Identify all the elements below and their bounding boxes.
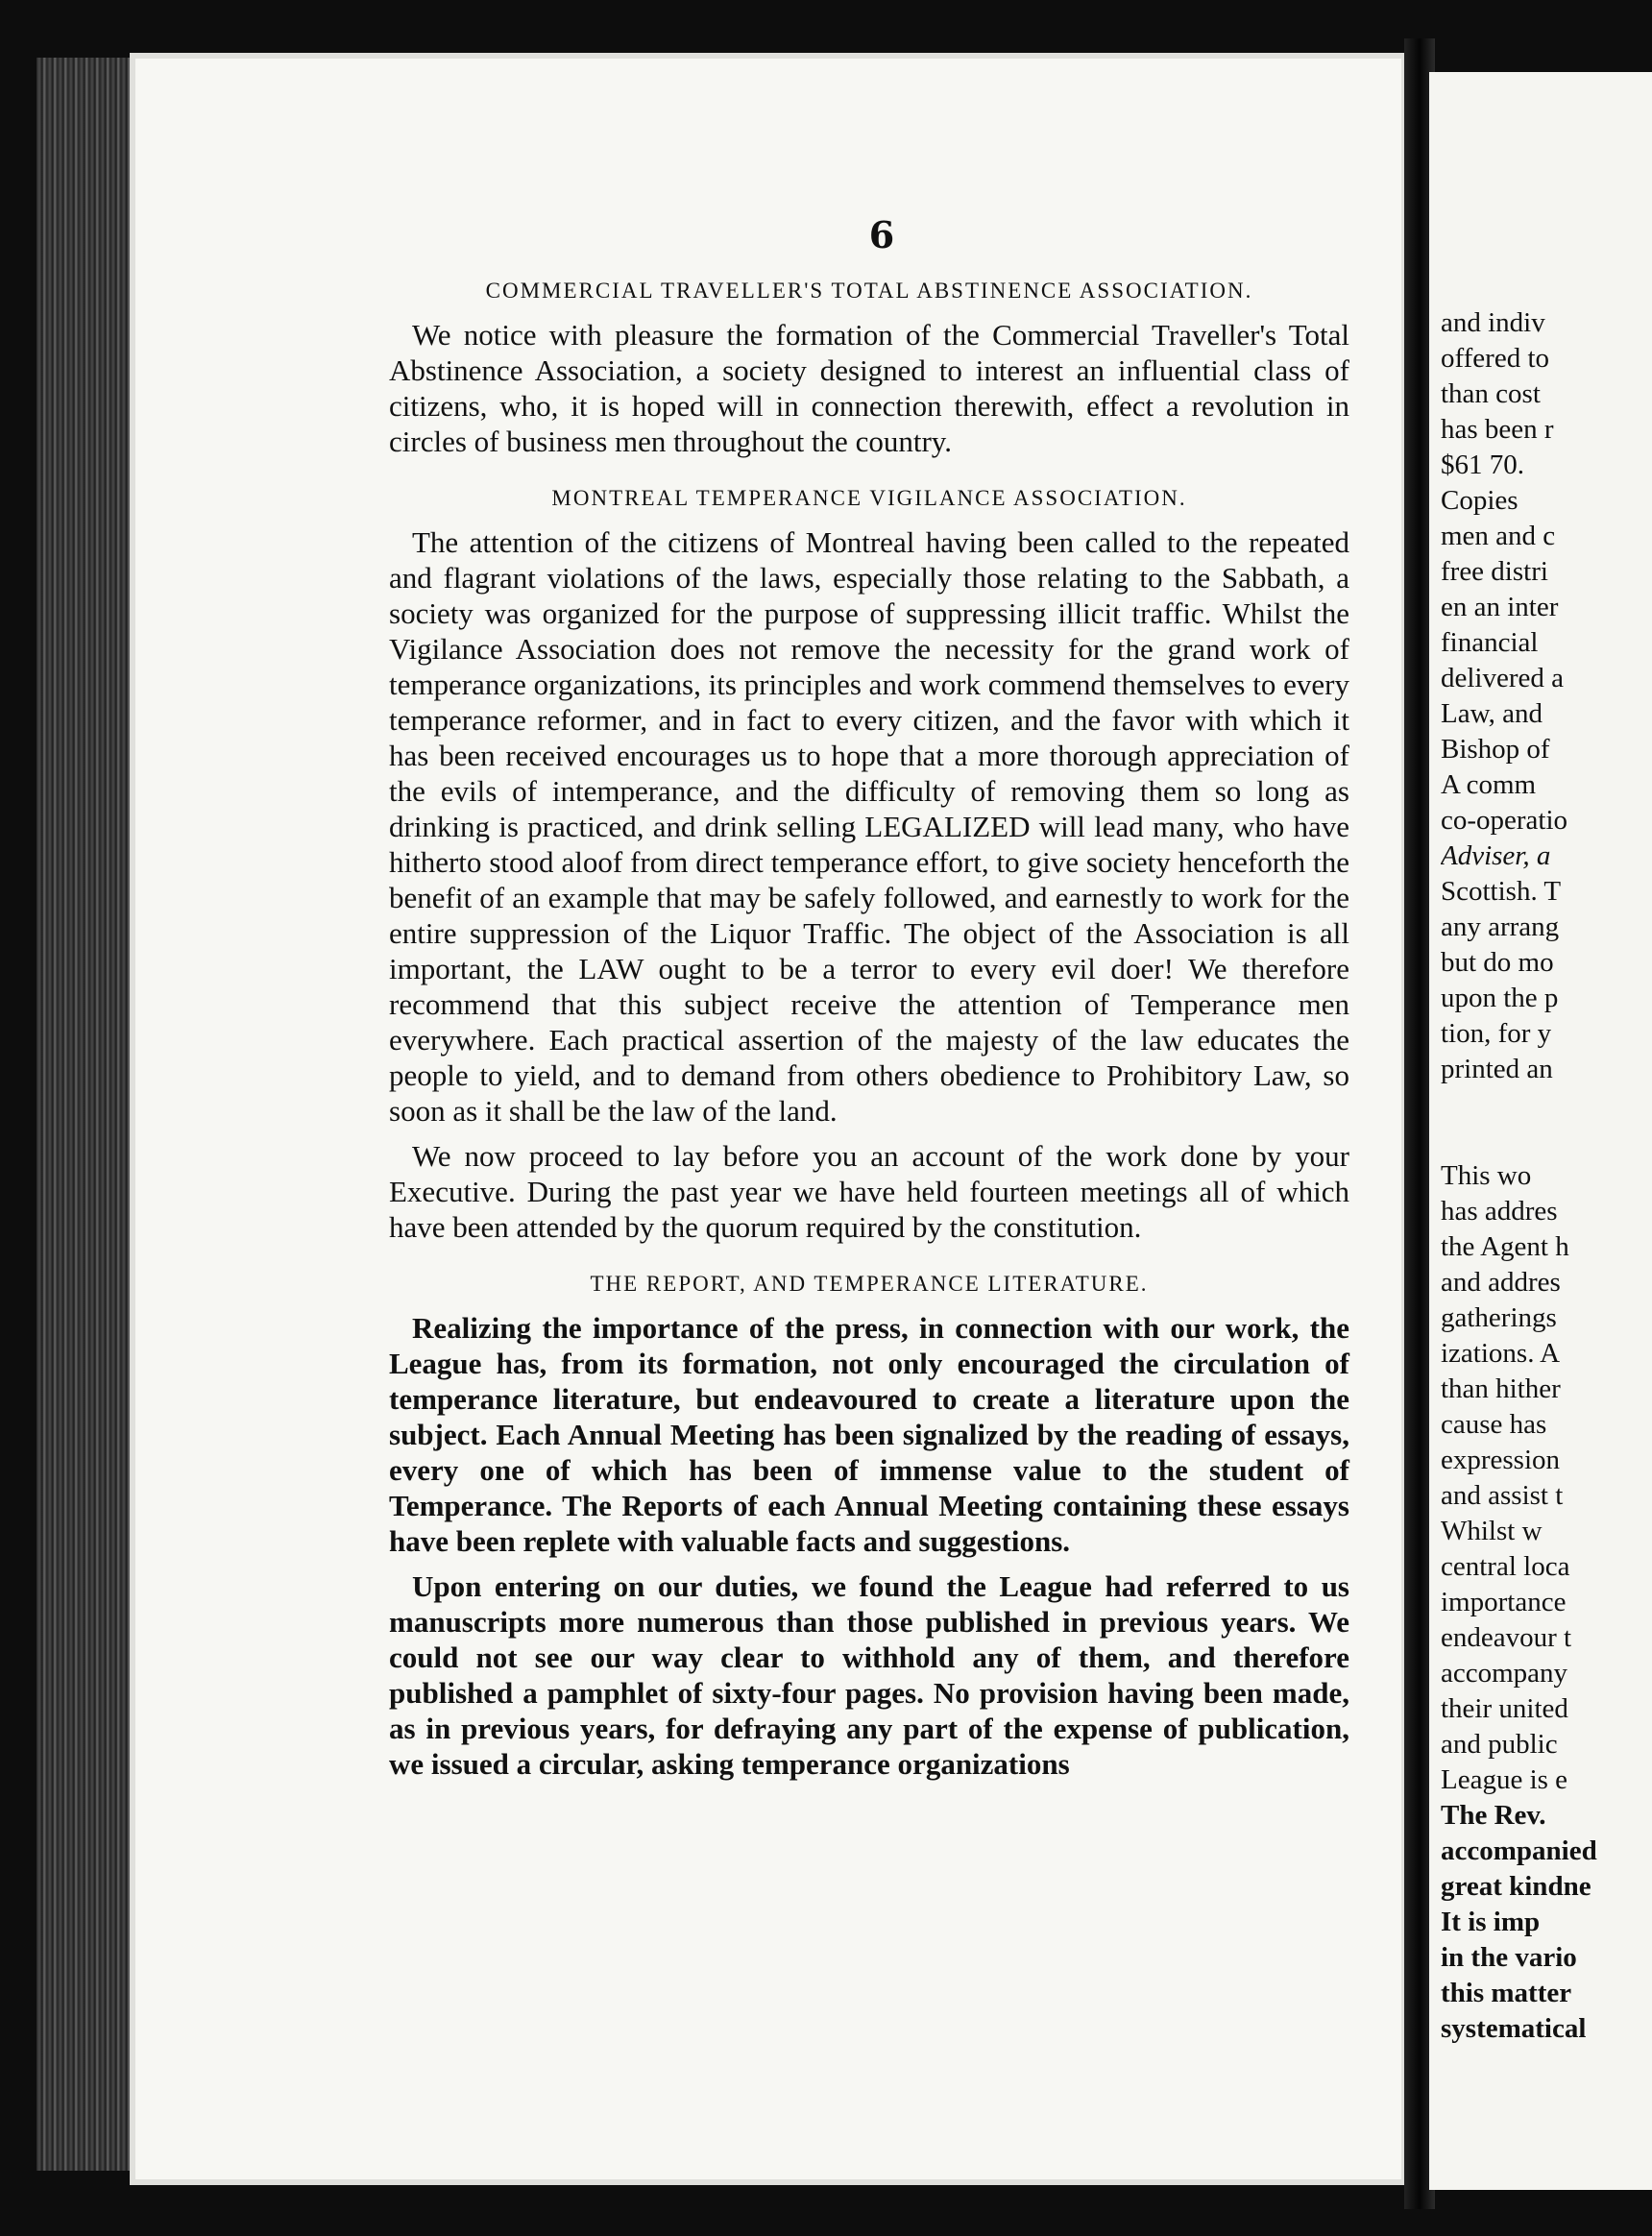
right-page-line: endeavour t xyxy=(1441,1622,1572,1653)
section-heading: COMMERCIAL TRAVELLER'S TOTAL ABSTINENCE ASSOCIATION. xyxy=(485,279,1253,303)
right-page-line: the Agent h xyxy=(1441,1231,1569,1262)
right-page-line: accompanied xyxy=(1441,1835,1597,1866)
right-page-line: The Rev. xyxy=(1441,1800,1546,1831)
right-page-line: tion, for y xyxy=(1441,1018,1552,1049)
right-page-line: this matter xyxy=(1441,1978,1572,2008)
right-page-line: and public xyxy=(1441,1729,1558,1760)
right-page-line: This wo xyxy=(1441,1160,1532,1191)
right-page-line: systematical xyxy=(1441,2013,1587,2044)
right-page-line: and assist t xyxy=(1441,1480,1564,1511)
section-heading: MONTREAL TEMPERANCE VIGILANCE ASSOCIATION. xyxy=(551,486,1187,510)
book-page-edges xyxy=(36,58,142,2171)
paragraph: The attention of the citizens of Montreal having been called to the repeated and flagrant violations of the laws, especially those relating to the Sabbath, a society was organized for the purpose of suppressing illicit traffic. Whilst the Vigilance Association does not remove the necessity for the grand work of temperance organizations, its principles and work commend themselves to every temperance reformer, and in fact to every citizen, and the favor with which it has been received encourages us to hope that a more thorough appreciation of the evils of intemperance, and the difficulty of removing them so long as drinking is practiced, and drink selling LEGALIZED will lead many, who have hitherto stood aloof from direct temperance effort, to give society henceforth the benefit of an example that may be safely followed, and earnestly to work for the entire suppression of the Liquor Traffic. The object of the Association is all important, the LAW ought to be a terror to every evil doer! We therefore recommend that this subject receive the attention of Temperance men everywhere. Each practical assertion of the majesty of the law educates the people to yield, and to demand from others obedience to Prohibitory Law, so soon as it shall be the law of the land. xyxy=(389,525,1349,1128)
right-page-line: accompany xyxy=(1441,1658,1568,1689)
right-page-line: any arrang xyxy=(1441,911,1560,942)
right-page-line: in the vario xyxy=(1441,1942,1577,1973)
right-page-line: central loca xyxy=(1441,1551,1570,1582)
right-page-line: than hither xyxy=(1441,1373,1561,1404)
right-page-line: $61 70. xyxy=(1441,450,1524,480)
paragraph: Upon entering on our duties, we found the League had referred to us manuscripts more numerous than those published in previous years. We could not see our way clear to withhold any of them, and therefore published a pamphlet of sixty-four pages. No provision having been made, as in previous years, for defraying any part of the expense of publication, we issued a circular, asking temperance organizations xyxy=(389,1569,1349,1781)
right-page-line: co-operatio xyxy=(1441,805,1568,836)
page-number: 6 xyxy=(868,213,895,256)
right-page-line: expression xyxy=(1441,1445,1561,1475)
paragraph: We notice with pleasure the formation of the Commercial Traveller's Total Abstinence Association, a society designed to interest an influential class of citizens, who, it is hoped will in connection therewith, effect a revolution in circles of business men throughout the country. xyxy=(389,318,1349,458)
right-page-line: men and c xyxy=(1441,521,1556,551)
right-page-line: their united xyxy=(1441,1693,1568,1724)
right-page-line: cause has xyxy=(1441,1409,1547,1440)
right-page-line xyxy=(1441,1123,1652,1158)
paragraph: We now proceed to lay before you an account of the work done by your Executive. During the past year we have held fourteen meetings all of which have been attended by the quorum required by the constitution. xyxy=(389,1139,1349,1244)
right-page-line: financial xyxy=(1441,627,1539,658)
right-page-line: upon the p xyxy=(1441,983,1559,1013)
right-page-line: A comm xyxy=(1441,769,1537,800)
section-heading: THE REPORT, AND TEMPERANCE LITERATURE. xyxy=(590,1272,1149,1296)
right-page-line: great kindne xyxy=(1441,1871,1591,1902)
right-page-line: en an inter xyxy=(1441,592,1559,622)
right-page-line: Bishop of xyxy=(1441,734,1550,765)
right-page-line: It is imp xyxy=(1441,1907,1541,1937)
right-page-line: but do mo xyxy=(1441,947,1554,978)
right-page-line: and indiv xyxy=(1441,307,1545,338)
right-page-line: and addres xyxy=(1441,1267,1561,1298)
right-page-line: delivered a xyxy=(1441,663,1565,693)
right-page-line: printed an xyxy=(1441,1054,1553,1084)
right-page-line: has addres xyxy=(1441,1196,1558,1227)
main-text-column xyxy=(389,279,1349,1791)
right-page-line: free distri xyxy=(1441,556,1548,587)
right-page-line: Scottish. T xyxy=(1441,876,1562,907)
right-page-line: gatherings xyxy=(1441,1302,1557,1333)
right-page-line: Whilst w xyxy=(1441,1516,1543,1546)
right-page-text-fragments xyxy=(1441,305,1652,2047)
right-page-line xyxy=(1441,1087,1652,1123)
right-page-line: League is e xyxy=(1441,1764,1568,1795)
right-page-line: offered to xyxy=(1441,343,1549,374)
right-page-line: than cost xyxy=(1441,378,1541,409)
paragraph: Realizing the importance of the press, in connection with our work, the League has, from its formation, not only encouraged the circulation of temperance literature, but endeavoured to create a literature upon the subject. Each Annual Meeting has been signalized by the reading of essays, every one of which has been of immense value to the student of Temperance. The Reports of each Annual Meeting containing these essays have been replete with valuable facts and suggestions. xyxy=(389,1311,1349,1558)
right-page-line: Adviser, a xyxy=(1441,840,1551,871)
right-page-line: has been r xyxy=(1441,414,1554,445)
right-page-line: izations. A xyxy=(1441,1338,1561,1369)
right-page-line: Copies xyxy=(1441,485,1518,516)
right-page-line: importance xyxy=(1441,1587,1567,1617)
right-page-line: Law, and xyxy=(1441,698,1543,729)
